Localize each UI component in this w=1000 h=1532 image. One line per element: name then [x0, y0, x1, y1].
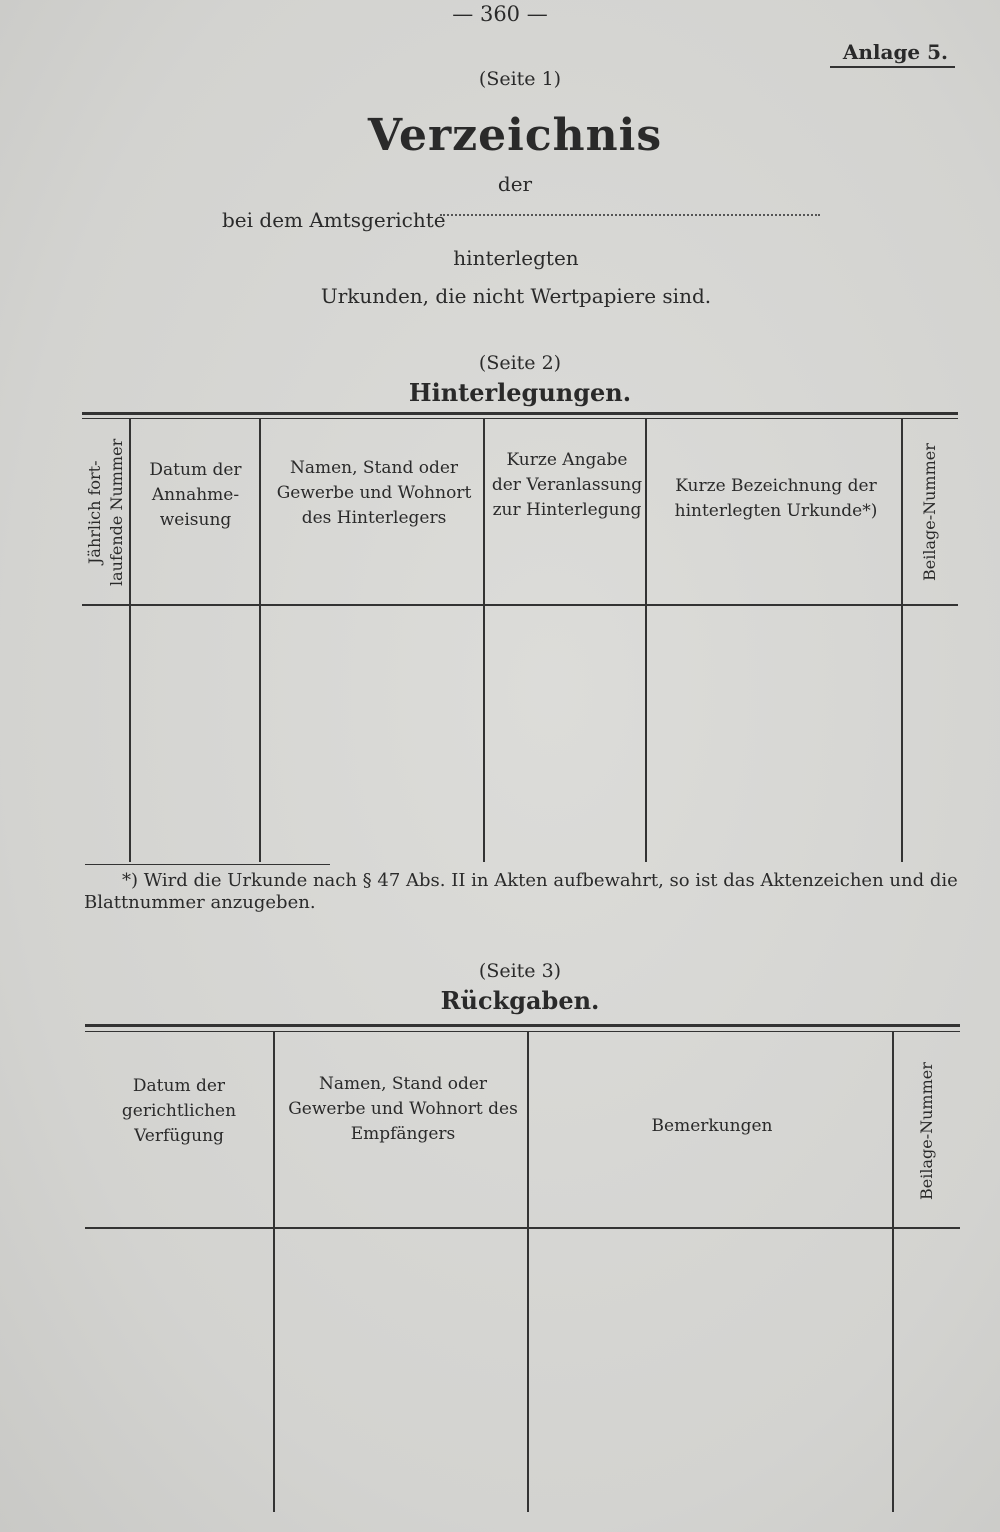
der-label: der [497, 172, 533, 196]
annex-label: Anlage 5. [842, 40, 948, 64]
table-header-rule [85, 1227, 960, 1229]
col-header-order-date: Datum der gerichtlichen Verfügung [121, 1076, 237, 1146]
table-top-rule [82, 412, 958, 415]
hinterlegungen-title: Hinterlegungen. [408, 378, 632, 407]
footnote-rule [85, 864, 330, 865]
table-top-thin-rule [85, 1031, 960, 1032]
document-title: Verzeichnis [367, 110, 663, 161]
hinterlegungen-table [82, 412, 958, 862]
page-number: — 360 — [452, 2, 548, 26]
table-top-thin-rule [82, 418, 958, 419]
table-top-rule [85, 1024, 960, 1027]
table-header-rule [82, 604, 958, 606]
court-line-label: bei dem Amtsgerichte [222, 208, 446, 232]
col-header-beilage: Beilage-Nummer [920, 443, 939, 581]
seite-1-label: (Seite 1) [478, 68, 562, 90]
col-divider [483, 418, 485, 862]
col-divider [892, 1032, 894, 1512]
hinterlegten-label: hinterlegten [453, 246, 579, 270]
court-name-blank [440, 214, 820, 216]
col-header-date: Datum der Annahme-weisung [149, 460, 242, 530]
col-header-number: Jährlich fort-laufende Nummer [84, 438, 126, 586]
urkunden-label: Urkunden, die nicht Wertpapiere sind. [320, 284, 712, 308]
rueckgaben-table [85, 1024, 960, 1512]
col-header-remarks: Bemerkungen [651, 1116, 773, 1136]
col-divider [645, 418, 647, 862]
col-header-description: Kurze Bezeichnung der hinterlegten Urkunde*) [674, 476, 878, 521]
col-header-beilage: Beilage-Nummer [916, 1062, 936, 1200]
footnote: *) Wird die Urkunde nach § 47 Abs. II in Akten aufbewahrt, so ist das Aktenzeichen und die Blattnummer anzugeben. [84, 870, 958, 913]
col-divider [129, 418, 131, 862]
col-divider [259, 418, 261, 862]
seite-3-label: (Seite 3) [478, 960, 562, 982]
col-divider [273, 1032, 275, 1512]
col-header-reason: Kurze Angabe der Veranlassung zur Hinterlegung [491, 450, 643, 520]
col-divider [901, 418, 903, 862]
rueckgaben-title: Rückgaben. [440, 986, 600, 1015]
col-header-depositor: Namen, Stand oder Gewerbe und Wohnort des Hinterlegers [276, 458, 472, 528]
col-divider [527, 1032, 529, 1512]
seite-2-label: (Seite 2) [478, 352, 562, 374]
col-header-recipient: Namen, Stand oder Gewerbe und Wohnort des Empfängers [288, 1074, 518, 1144]
